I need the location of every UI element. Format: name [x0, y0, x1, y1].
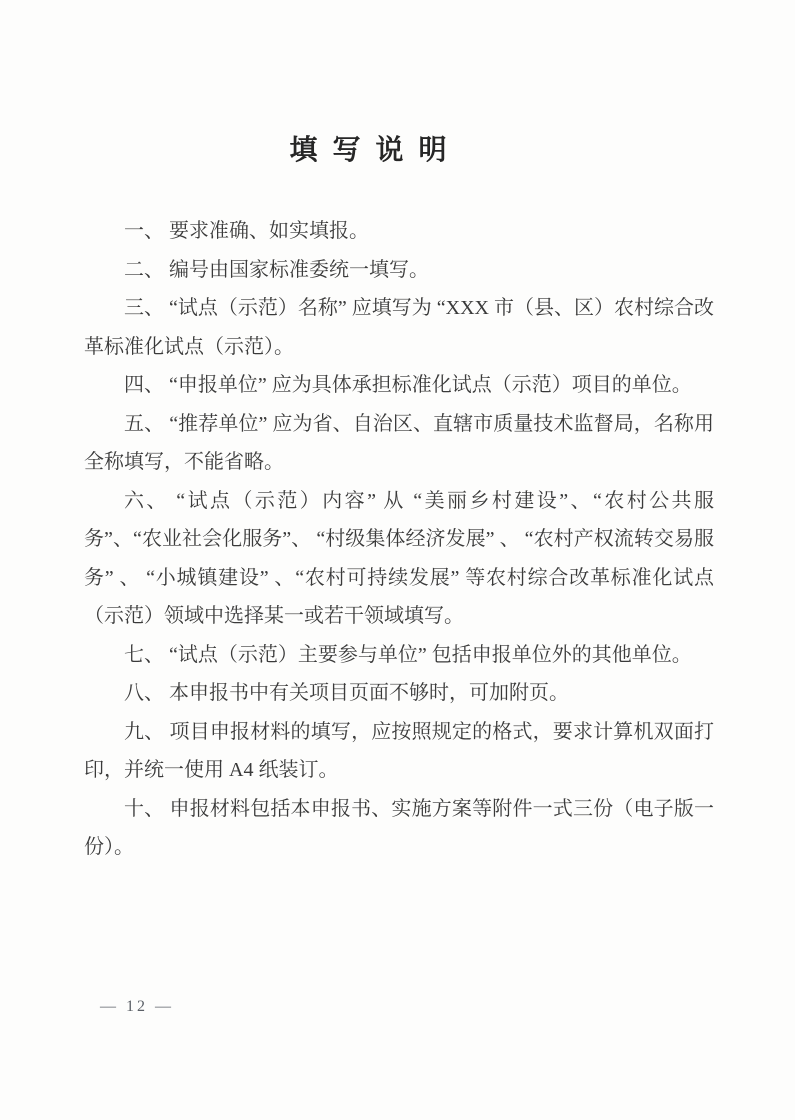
instruction-item-10: 十、 申报材料包括本申报书、实施方案等附件一式三份（电子版一份）。 — [84, 797, 714, 858]
instruction-item-8: 八、 本申报书中有关项目页面不够时，可加附页。 — [124, 682, 569, 704]
instruction-item-3: 三、 “试点（示范）名称” 应填写为 “XXX 市（县、区）农村综合改革标准化试点（示范）。 — [84, 297, 714, 358]
instructions-list — [84, 212, 714, 867]
instruction-item-7: 七、 “试点（示范）主要参与单位” 包括申报单位外的其他单位。 — [124, 643, 692, 666]
page-number: — 12 — — [100, 998, 174, 1015]
instruction-item-4: 四、 “申报单位” 应为具体承担标准化试点（示范）项目的单位。 — [124, 374, 692, 396]
instruction-item-1: 一、 要求准确、如实填报。 — [124, 220, 369, 242]
page-title: 填 写 说 明 — [289, 135, 451, 166]
instruction-item-2: 二、 编号由国家标准委统一填写。 — [124, 258, 429, 281]
instruction-item-5: 五、 “推荐单位” 应为省、自治区、直辖市质量技术监督局，名称用全称填写，不能省略。 — [84, 412, 714, 473]
instruction-item-6: 六、 “试点（示范）内容” 从 “美丽乡村建设”、“农村公共服务”、“农业社会化服务”、 “村级集体经济发展” 、 “农村产权流转交易服务” 、 “小城镇建设” 、“农村可持续发展” 等农村综合改革标准化试点（示范）领域中选择某一或若干领域填写。 — [84, 489, 714, 627]
instruction-item-9: 九、 项目申报材料的填写，应按照规定的格式，要求计算机双面打印，并统一使用 A4 纸装订。 — [84, 720, 714, 781]
